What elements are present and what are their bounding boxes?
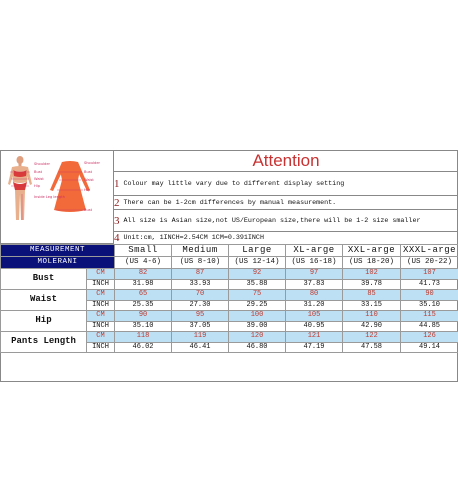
cm-value: 65 xyxy=(115,290,172,301)
measurement-label: Hip xyxy=(1,311,87,332)
cm-value: 100 xyxy=(229,311,286,322)
inch-value: 35.88 xyxy=(229,279,286,290)
inch-value: 44.85 xyxy=(401,321,458,332)
note-text: There can be 1-2cm differences by manual measurement. xyxy=(123,199,337,207)
note-text: Unit:cm, 1INCH=2.54CM 1CM=0.391INCH xyxy=(123,234,264,242)
note-number: 1 xyxy=(114,178,120,190)
table-row xyxy=(1,269,458,280)
cm-value: 75 xyxy=(229,290,286,301)
cm-value: 102 xyxy=(343,269,401,280)
inch-value: 41.73 xyxy=(401,279,458,290)
unit-cm: CM xyxy=(87,332,115,343)
measurement-header: MEASUREMENT xyxy=(1,245,115,257)
table-row xyxy=(1,290,458,301)
size-range: (US 18-20) xyxy=(343,257,401,269)
size-range: (US 8-10) xyxy=(172,257,229,269)
cm-value: 95 xyxy=(172,311,229,322)
inch-value: 37.05 xyxy=(172,321,229,332)
size-name: XL-arge xyxy=(286,245,343,257)
measurement-label: Waist xyxy=(1,290,87,311)
inch-value: 29.25 xyxy=(229,300,286,311)
cm-value: 85 xyxy=(343,290,401,301)
inch-value: 31.20 xyxy=(286,300,343,311)
figure-label: Bust xyxy=(84,170,93,174)
size-name: XXXL-arge xyxy=(401,245,458,257)
table-header-row xyxy=(1,257,458,269)
table-header-row xyxy=(1,245,458,257)
size-name: XXL-arge xyxy=(343,245,401,257)
note-number: 4 xyxy=(114,232,120,244)
note-2 xyxy=(114,196,458,210)
cm-value: 115 xyxy=(401,311,458,322)
size-name: Large xyxy=(229,245,286,257)
inch-value: 40.95 xyxy=(286,321,343,332)
unit-cm: CM xyxy=(87,269,115,280)
attention-title: Attention xyxy=(114,150,458,172)
cm-value: 92 xyxy=(229,269,286,280)
note-4 xyxy=(114,232,458,244)
table-row xyxy=(1,332,458,343)
note-text: All size is Asian size,not US/European size,there will be 1-2 size smaller xyxy=(123,217,421,225)
cm-value: 90 xyxy=(401,290,458,301)
cm-value: 105 xyxy=(286,311,343,322)
cm-value: 126 xyxy=(401,332,458,343)
size-name: Medium xyxy=(172,245,229,257)
measurement-label: Bust xyxy=(1,269,87,290)
note-text: Colour may little vary due to different display setting xyxy=(123,180,345,188)
note-number: 2 xyxy=(114,197,120,209)
measurement-illustration xyxy=(0,150,114,244)
size-range: (US 16-18) xyxy=(286,257,343,269)
note-number: 3 xyxy=(114,215,120,227)
inch-value: 49.14 xyxy=(401,342,458,353)
cm-value: 82 xyxy=(115,269,172,280)
size-name: Small xyxy=(115,245,172,257)
figure-label: Waist xyxy=(34,177,44,181)
measurement-label: Pants Length xyxy=(1,332,87,353)
cm-value: 70 xyxy=(172,290,229,301)
inch-value: 33.15 xyxy=(343,300,401,311)
figure-label: Shoulder xyxy=(84,161,101,165)
inch-value: 42.90 xyxy=(343,321,401,332)
inch-value: 25.35 xyxy=(115,300,172,311)
inch-value: 35.10 xyxy=(115,321,172,332)
inch-value: 39.00 xyxy=(229,321,286,332)
note-3 xyxy=(114,210,458,232)
unit-inch: INCH xyxy=(87,342,115,353)
cm-value: 87 xyxy=(172,269,229,280)
size-range: (US 12-14) xyxy=(229,257,286,269)
unit-inch: INCH xyxy=(87,279,115,290)
cm-value: 120 xyxy=(229,332,286,343)
figure-label: Hip xyxy=(34,184,40,188)
inch-value: 47.58 xyxy=(343,342,401,353)
inch-value: 37.83 xyxy=(286,279,343,290)
size-range: (US 4-6) xyxy=(115,257,172,269)
cm-value: 119 xyxy=(172,332,229,343)
size-table xyxy=(0,244,458,353)
note-1 xyxy=(114,172,458,196)
figure-label: Waist xyxy=(84,178,94,182)
figure-label: Bust xyxy=(84,208,93,212)
inch-value: 33.93 xyxy=(172,279,229,290)
cm-value: 80 xyxy=(286,290,343,301)
cm-value: 90 xyxy=(115,311,172,322)
inch-value: 47.19 xyxy=(286,342,343,353)
body-figure-image xyxy=(8,156,32,220)
inch-value: 46.41 xyxy=(172,342,229,353)
unit-cm: CM xyxy=(87,311,115,322)
measurement-subheader: MOLERANI xyxy=(1,257,115,269)
inch-value: 46.02 xyxy=(115,342,172,353)
inch-value: 35.10 xyxy=(401,300,458,311)
inch-value: 31.98 xyxy=(115,279,172,290)
cm-value: 107 xyxy=(401,269,458,280)
cm-value: 110 xyxy=(343,311,401,322)
inch-value: 27.30 xyxy=(172,300,229,311)
size-range: (US 20-22) xyxy=(401,257,458,269)
dress-figure-image xyxy=(50,161,90,212)
unit-inch: INCH xyxy=(87,300,115,311)
cm-value: 121 xyxy=(286,332,343,343)
figure-label: Shoulder xyxy=(34,162,51,166)
inch-value: 46.80 xyxy=(229,342,286,353)
figure-label: Inside Leg length xyxy=(34,195,65,199)
figure-label: Bust xyxy=(34,170,43,174)
unit-cm: CM xyxy=(87,290,115,301)
inch-value: 39.78 xyxy=(343,279,401,290)
cm-value: 122 xyxy=(343,332,401,343)
cm-value: 97 xyxy=(286,269,343,280)
table-row xyxy=(1,311,458,322)
figure-label: Hip xyxy=(84,188,90,192)
cm-value: 118 xyxy=(115,332,172,343)
unit-inch: INCH xyxy=(87,321,115,332)
